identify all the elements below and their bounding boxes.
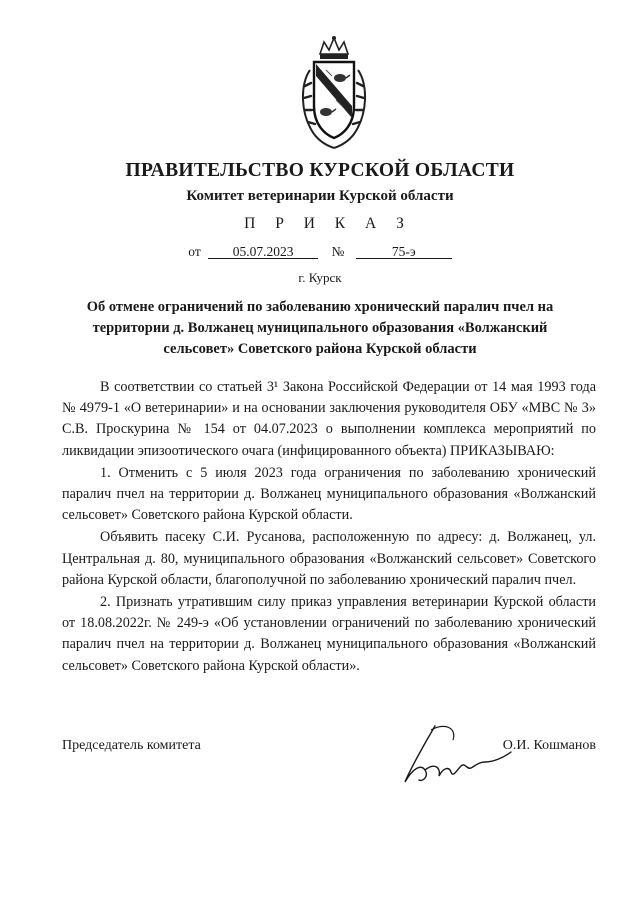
order-body [62,377,596,677]
government-title: ПРАВИТЕЛЬСТВО КУРСКОЙ ОБЛАСТИ [125,160,515,181]
date-prefix: от [188,244,201,259]
preamble-paragraph: В соответствии со статьей 3¹ Закона Российской Федерации от 14 мая 1993 года № 4979-1 «О ветеринарии» и на основании заключения руководителя ОБУ «МВС № 3» С.В. Проскурина № 154 от 04.07.2023 о выполнении комплекса мероприятий по ликвидации эпизоотического очага (инфицированного объекта) ПРИКАЗЫВАЮ: [62,379,596,459]
committee-name: Комитет ветеринарии Курской области [186,188,454,204]
city: г. Курск [298,270,342,285]
item-2-paragraph: 2. Признать утратившим силу приказ управления ветеринарии Курской области от 18.08.2022г. № 249-э «Об установлении ограничений по заболеванию хронический паралич пчел на территории д. Волжанец муниципального образования «Волжанский сельсовет» Советского района Курской области». [62,594,596,674]
order-date: 05.07.2023 [208,245,318,259]
number-prefix: № [331,244,345,259]
item-1-extra-paragraph: Объявить пасеку С.И. Русанова, расположенную по адресу: д. Волжанец, ул. Центральная д. 80, муниципального образования «Волжанский сельсовет» Советского района Курской области, благополучной по заболеванию хронический паралич пчел. [62,529,596,588]
signature-icon [395,718,515,790]
order-number: 75-э [356,245,452,259]
coat-of-arms-icon [296,34,372,152]
item-1-paragraph: 1. Отменить с 5 июля 2023 года ограничения по заболеванию хронический паралич пчел на территории д. Волжанец муниципального образования «Волжанский сельсовет» Советского района Курской области. [62,464,596,524]
order-subject: Об отмене ограничений по заболеванию хронический паралич пчел на территории д. Волжанец муниципального образования «Волжанский сельсовет» Советского района Курской области [86,299,554,357]
date-number-line [0,244,640,260]
signatory-name: О.И. Кошманов [502,738,596,753]
document-type: П Р И К А З [244,215,412,232]
signatory-position: Председатель комитета [62,738,201,753]
